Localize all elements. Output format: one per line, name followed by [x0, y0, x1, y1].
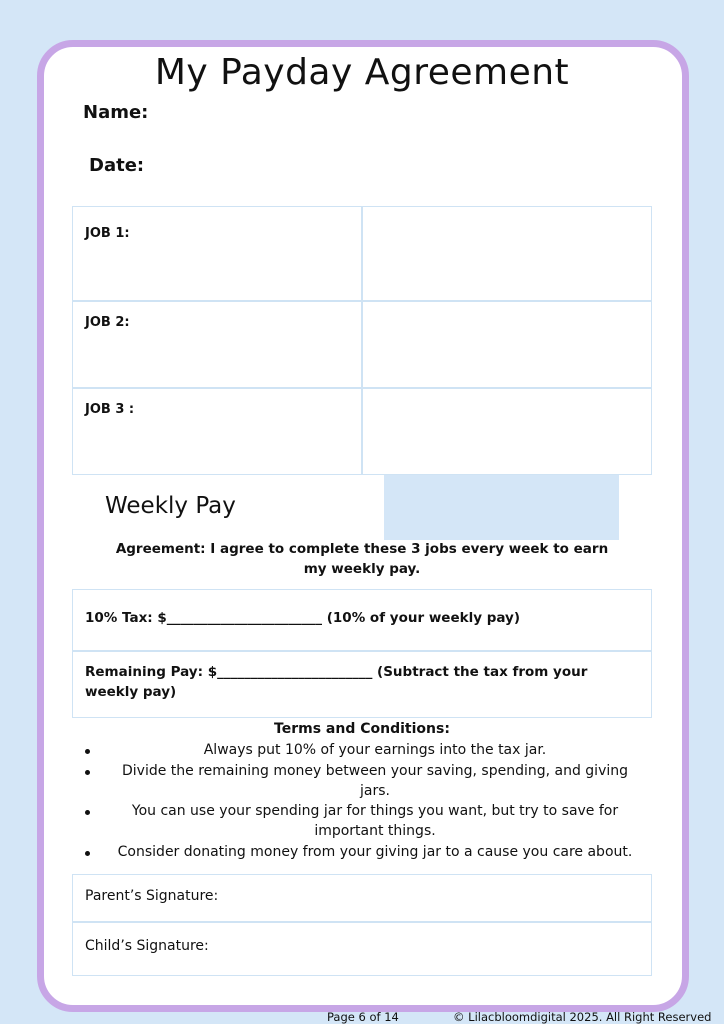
bullet-icon	[85, 810, 90, 815]
job-1-entry-cell[interactable]	[361, 206, 652, 302]
bullet-icon	[85, 851, 90, 856]
terms-title: Terms and Conditions:	[274, 721, 450, 737]
bullet-icon	[85, 749, 90, 754]
date-label: Date:	[89, 155, 145, 176]
job-2-entry-cell[interactable]	[361, 300, 652, 389]
job-1-label-cell	[72, 206, 363, 302]
child-signature-label: Child’s Signature:	[85, 938, 209, 954]
name-label: Name:	[83, 102, 149, 123]
term-text: Always put 10% of your earnings into the tax jar.	[203, 742, 547, 758]
agreement-text	[72, 539, 652, 579]
term-text: You can use your spending jar for things you want, but try to save for	[131, 803, 619, 819]
tax-line: 10% Tax: $_______________________ (10% of your weekly pay)	[85, 610, 521, 626]
page-title: My Payday Agreement	[154, 52, 570, 93]
job-2-label: JOB 2:	[85, 315, 130, 330]
bullet-icon	[85, 770, 90, 775]
term-text-continued: jars.	[360, 783, 390, 799]
term-text: Divide the remaining money between your saving, spending, and giving	[121, 763, 629, 779]
job-2-label-cell	[72, 300, 363, 389]
weekly-pay-box[interactable]	[384, 475, 619, 540]
job-3-label-cell	[72, 387, 363, 475]
agreement-line-2: my weekly pay.	[303, 561, 421, 577]
job-3-entry-cell[interactable]	[361, 387, 652, 475]
remaining-pay-line-1: Remaining Pay: $_______________________ (Subtract the tax from your	[85, 664, 588, 680]
job-1-label: JOB 1:	[85, 226, 130, 241]
job-3-label: JOB 3 :	[85, 402, 135, 417]
copyright-notice: © Lilacbloomdigital 2025. All Right Reserved	[453, 1010, 712, 1024]
remaining-pay-line-2: weekly pay)	[85, 684, 177, 700]
term-text-continued: important things.	[314, 823, 436, 839]
weekly-pay-label: Weekly Pay	[105, 493, 236, 519]
term-text: Consider donating money from your giving jar to a cause you care about.	[117, 844, 633, 860]
parent-signature-label: Parent’s Signature:	[85, 888, 219, 904]
page-number: Page 6 of 14	[327, 1010, 399, 1024]
agreement-line-1: Agreement: I agree to complete these 3 jobs every week to earn	[115, 541, 609, 557]
